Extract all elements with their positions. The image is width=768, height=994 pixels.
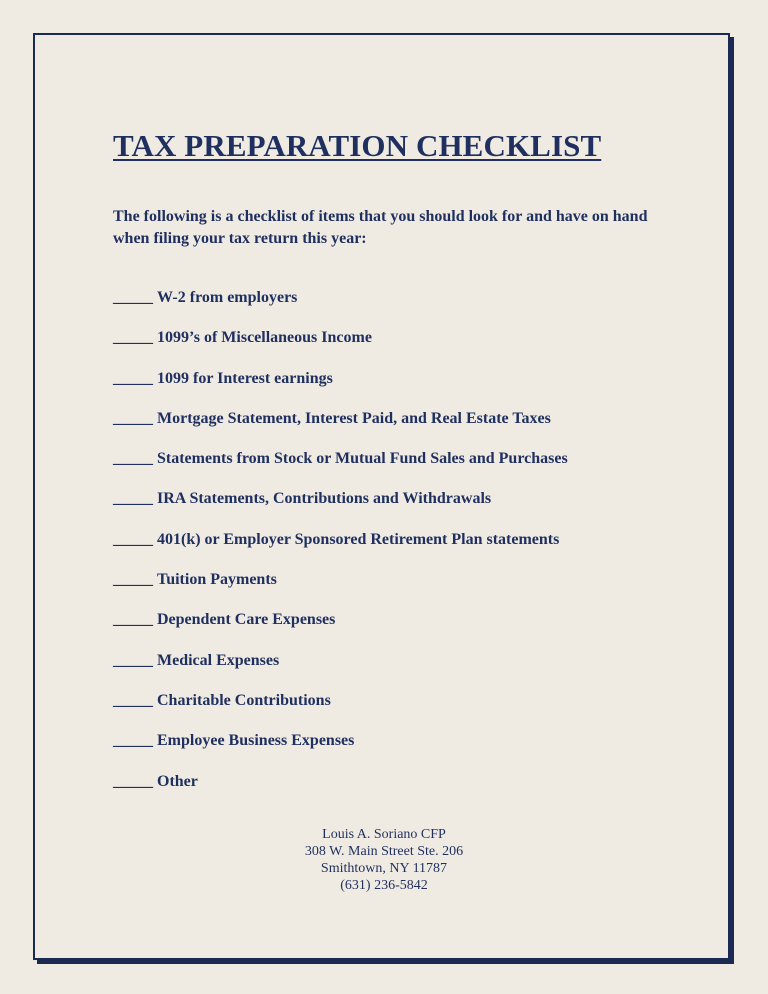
checkbox-blank-line: _____	[113, 329, 153, 347]
checklist-item-label: W-2 from employers	[157, 289, 298, 306]
checklist-item-label: Dependent Care Expenses	[157, 611, 336, 629]
checkbox-blank-line: _____	[113, 369, 153, 387]
contact-phone: (631) 236-5842	[340, 878, 428, 893]
checkbox-blank-line: _____	[113, 732, 153, 750]
checklist-item-label: Employee Business Expenses	[157, 732, 355, 750]
intro-text: The following is a checklist of items that you should look for and have on hand when filing your tax return this year:	[113, 208, 648, 247]
checklist-item	[113, 609, 568, 649]
checkbox-blank-line: _____	[113, 772, 153, 790]
contact-block	[0, 826, 768, 894]
checklist	[113, 287, 568, 811]
checklist-item-label: Charitable Contributions	[157, 691, 331, 709]
checkbox-blank-line: _____	[113, 571, 153, 589]
checklist-item-label: Other	[157, 772, 198, 790]
checklist-item	[113, 650, 568, 690]
checklist-item-label: 401(k) or Employer Sponsored Retirement Plan statements	[157, 530, 560, 548]
checkbox-blank-line: _____	[113, 409, 153, 427]
checkbox-blank-line: _____	[113, 691, 153, 709]
checklist-item	[113, 488, 568, 528]
page-title: TAX PREPARATION CHECKLIST	[113, 128, 602, 163]
checklist-item-label: Tuition Payments	[157, 571, 277, 589]
checklist-item	[113, 368, 568, 408]
checkbox-blank-line: _____	[113, 530, 153, 548]
checklist-item	[113, 529, 568, 569]
checklist-item	[113, 448, 568, 488]
checkbox-blank-line: _____	[113, 611, 153, 629]
contact-address: 308 W. Main Street Ste. 206	[304, 844, 464, 859]
checklist-item	[113, 730, 568, 770]
checklist-item-label: Statements from Stock or Mutual Fund Sales and Purchases	[157, 450, 568, 468]
checklist-item-label: IRA Statements, Contributions and Withdrawals	[157, 490, 492, 508]
checklist-item	[113, 569, 568, 609]
checkbox-blank-line: _____	[113, 490, 153, 508]
checkbox-blank-line: _____	[113, 289, 153, 306]
checklist-item-label: 1099’s of Miscellaneous Income	[157, 329, 372, 347]
checklist-item	[113, 408, 568, 448]
checklist-item	[113, 287, 568, 327]
checklist-item-label: 1099 for Interest earnings	[157, 369, 333, 387]
checklist-item-label: Mortgage Statement, Interest Paid, and Real Estate Taxes	[157, 409, 551, 427]
contact-name: Louis A. Soriano CFP	[322, 827, 446, 842]
checklist-item-label: Medical Expenses	[157, 651, 280, 669]
checklist-item	[113, 327, 568, 367]
checkbox-blank-line: _____	[113, 651, 153, 669]
checklist-item	[113, 771, 568, 811]
checkbox-blank-line: _____	[113, 450, 153, 468]
checklist-item	[113, 690, 568, 730]
contact-city: Smithtown, NY 11787	[320, 861, 448, 876]
